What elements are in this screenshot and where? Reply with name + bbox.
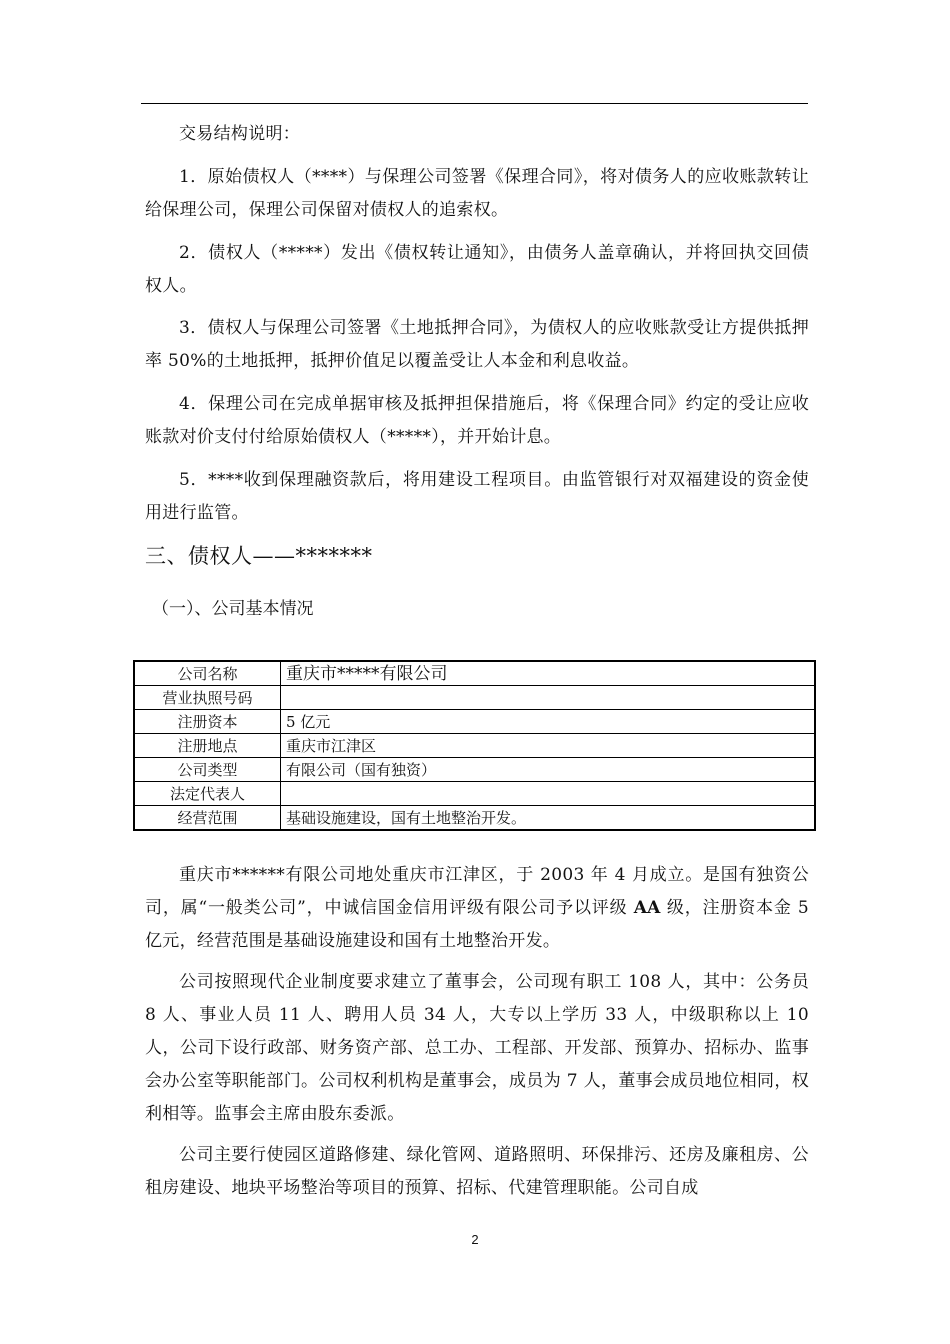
section-heading: 三、债权人——******* (145, 544, 373, 568)
row-value: 重庆市江津区 (281, 734, 816, 758)
overview-text-end: 级，注册资本金 5 亿元，经营范围是基础设施建设和国有土地整治开发。 (145, 898, 810, 951)
table-row (134, 734, 815, 758)
table-row (134, 710, 815, 734)
header-rule (141, 103, 808, 104)
overview-text-start: 重庆市******有限公司地处重庆市江津区，于 2003 年 4 月成立。是国有独资公司，属“一般类公司”，中诚信国金信用评级有限公司予以评级 (145, 865, 809, 918)
step-2: 2．债权人（*****）发出《债权转让通知》，由债务人盖章确认，并将回执交回债权人。 (145, 243, 809, 296)
table-row (134, 686, 815, 710)
subsection-heading: （一）、公司基本情况 (152, 599, 314, 619)
row-value (281, 686, 816, 710)
row-label: 法定代表人 (134, 782, 281, 806)
row-value: 重庆市*****有限公司 (281, 661, 816, 686)
step-1: 1．原始债权人（****）与保理公司签署《保理合同》，将对债务人的应收账款转让给保理公司，保理公司保留对债权人的追索权。 (145, 167, 809, 220)
governance-paragraph: 公司按照现代企业制度要求建立了董事会，公司现有职工 108 人，其中：公务员 8 人、事业人员 11 人、聘用人员 34 人，大专以上学历 33 人，中级职称以上 10 人，公司下设行政部、财务资产部、总工办、工程部、开发部、预算办、招标办、监事会办公室等职能部门。公司权利机构是董事会，成员为 7 人，董事会成员地位相同，权利相等。监事会主席由股东委派。 (145, 972, 809, 1124)
table-row (134, 782, 815, 806)
row-value (281, 782, 816, 806)
step-4: 4．保理公司在完成单据审核及抵押担保措施后，将《保理合同》约定的受让应收账款对价支付付给原始债权人（*****），并开始计息。 (145, 394, 809, 447)
row-label: 经营范围 (134, 806, 281, 831)
row-value: 有限公司（国有独资） (281, 758, 816, 782)
company-info-table (133, 660, 816, 831)
row-label: 注册资本 (134, 710, 281, 734)
intro-title: 交易结构说明： (179, 124, 301, 144)
step-5: 5．****收到保理融资款后，将用建设工程项目。由监管银行对双福建设的资金使用进行监管。 (145, 470, 809, 523)
row-value: 5 亿元 (281, 710, 816, 734)
step-3: 3．债权人与保理公司签署《土地抵押合同》，为债权人的应收账款受让方提供抵押率 50%的土地抵押，抵押价值足以覆盖受让人本金和利息收益。 (145, 318, 809, 371)
table-row (134, 661, 815, 686)
table-row (134, 758, 815, 782)
functions-paragraph: 公司主要行使园区道路修建、绿化管网、道路照明、环保排污、还房及廉租房、公租房建设、地块平场整治等项目的预算、招标、代建管理职能。公司自成 (145, 1145, 809, 1198)
row-label: 注册地点 (134, 734, 281, 758)
row-label: 营业执照号码 (134, 686, 281, 710)
row-label: 公司类型 (134, 758, 281, 782)
page-number: 2 (471, 1232, 479, 1247)
row-value: 基础设施建设，国有土地整治开发。 (281, 806, 816, 831)
row-label: 公司名称 (134, 661, 281, 686)
company-overview-paragraph (145, 859, 809, 958)
table-row (134, 806, 815, 831)
credit-rating: AA (633, 898, 661, 918)
